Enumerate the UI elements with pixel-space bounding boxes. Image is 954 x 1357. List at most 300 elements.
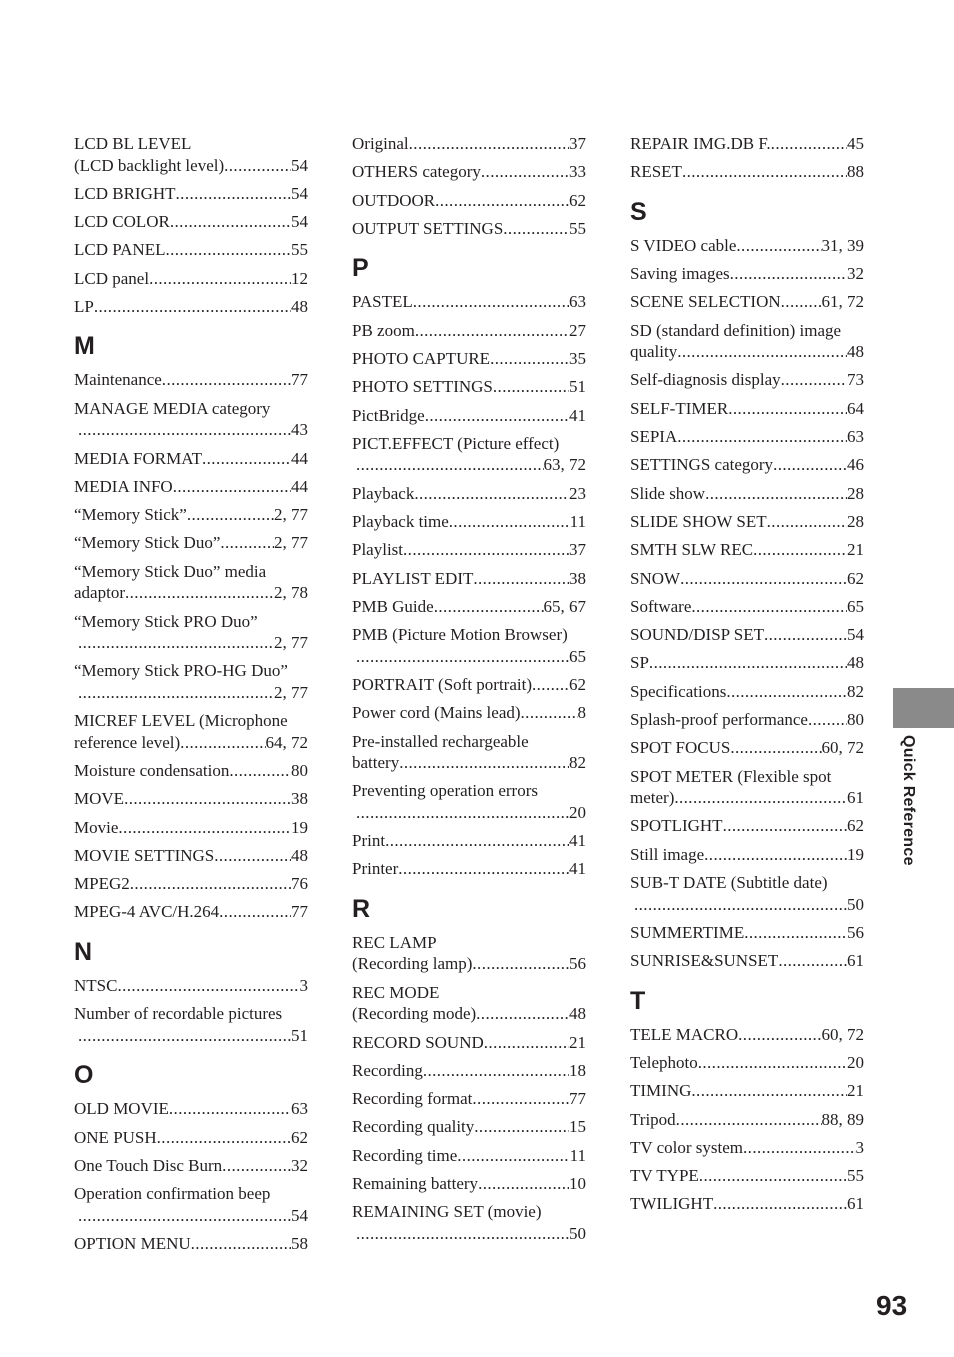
dot-leader	[773, 454, 847, 476]
index-entry	[352, 674, 586, 696]
index-entry-line	[630, 1109, 864, 1131]
index-page-ref: 64, 72	[265, 732, 308, 752]
index-entry	[630, 766, 864, 809]
index-entry	[352, 1201, 586, 1244]
index-entry-label: S VIDEO cable	[630, 235, 737, 255]
index-entry-text: PMB (Picture Motion Browser)	[352, 625, 568, 645]
section-tab-marker	[893, 688, 954, 728]
dot-leader	[771, 133, 847, 155]
index-entry-text: Pre-installed rechargeable	[352, 731, 529, 751]
index-entry-line	[74, 532, 308, 554]
index-entry-label: Recording	[352, 1060, 423, 1080]
index-entry-label: Splash-proof performance	[630, 710, 808, 730]
index-entry-line	[352, 802, 586, 824]
index-page-ref: 62	[291, 1127, 308, 1147]
index-page-ref: 82	[569, 753, 586, 773]
index-entry-label: TWILIGHT	[630, 1194, 714, 1214]
index-entry-text: Preventing operation errors	[352, 781, 538, 801]
index-page-ref: 73	[847, 370, 864, 390]
index-entry	[352, 1145, 586, 1167]
index-entry	[74, 611, 308, 654]
index-entry-label: Software	[630, 596, 692, 616]
dot-leader	[74, 632, 274, 654]
index-entry	[352, 218, 586, 240]
index-entry	[352, 433, 586, 476]
index-entry-label: RECORD SOUND	[352, 1032, 484, 1052]
dot-leader	[532, 674, 569, 696]
index-entry-text: REC LAMP	[352, 932, 437, 952]
index-page-ref: 27	[569, 320, 586, 340]
index-page-ref: 35	[569, 348, 586, 368]
index-entry-line	[352, 218, 586, 240]
index-entry-line	[352, 596, 586, 618]
index-entry-text: “Memory Stick PRO-HG Duo”	[74, 661, 288, 681]
index-entry	[352, 511, 586, 533]
index-entry-line	[630, 787, 864, 809]
index-entry	[352, 1116, 586, 1138]
dot-leader	[682, 161, 847, 183]
index-page-ref: 2, 77	[274, 533, 308, 553]
index-page-ref: 48	[847, 342, 864, 362]
dot-leader	[473, 568, 569, 590]
index-entry	[352, 1088, 586, 1110]
index-entry	[352, 624, 586, 667]
index-entry-label: Telephoto	[630, 1052, 698, 1072]
index-entry-label: ONE PUSH	[74, 1127, 157, 1147]
index-entry	[630, 426, 864, 448]
index-page-ref: 28	[847, 483, 864, 503]
dot-leader	[713, 1193, 847, 1215]
index-entry	[630, 398, 864, 420]
index-entry	[630, 1080, 864, 1102]
index-entry-label: PHOTO CAPTURE	[352, 348, 491, 368]
index-entry-line	[630, 291, 864, 313]
dot-leader	[130, 873, 291, 895]
index-entry-label: reference level)	[74, 732, 181, 752]
dot-leader	[409, 133, 569, 155]
dot-leader	[781, 369, 847, 391]
index-entry-line	[352, 190, 586, 212]
index-entry-label: TELE MACRO	[630, 1024, 739, 1044]
index-page-ref: 43	[291, 420, 308, 440]
index-page-ref: 32	[291, 1155, 308, 1175]
index-entry-line	[74, 732, 308, 754]
index-entry-line	[630, 369, 864, 391]
dot-leader	[743, 1137, 855, 1159]
index-entry	[352, 376, 586, 398]
index-entry-line	[352, 1060, 586, 1082]
index-entry-line	[74, 788, 308, 810]
index-entry-label: Self-diagnosis display	[630, 370, 781, 390]
dot-leader	[753, 539, 847, 561]
index-entry-label: Maintenance	[74, 370, 162, 390]
index-entry-text: PICT.EFFECT (Picture effect)	[352, 433, 560, 453]
index-entry-label: Recording format	[352, 1089, 473, 1109]
index-entry-line	[630, 511, 864, 533]
index-entry-label: Recording quality	[352, 1117, 475, 1137]
index-entry-line	[630, 235, 864, 257]
dot-leader	[423, 1060, 569, 1082]
index-page-ref: 61, 72	[821, 292, 864, 312]
index-page-ref: 46	[847, 455, 864, 475]
index-entry-line	[74, 1205, 308, 1227]
index-page-ref: 82	[847, 681, 864, 701]
dot-leader	[117, 975, 299, 997]
dot-leader	[478, 1173, 569, 1195]
dot-leader	[677, 341, 847, 363]
index-entry-label: quality	[630, 342, 678, 362]
dot-leader	[149, 268, 291, 290]
index-entry	[74, 476, 308, 498]
dot-leader	[214, 845, 291, 867]
dot-leader	[414, 483, 569, 505]
index-entry	[74, 296, 308, 318]
index-page-ref: 37	[569, 134, 586, 153]
dot-leader	[352, 1223, 569, 1245]
index-entry	[630, 1193, 864, 1215]
index-entry	[74, 532, 308, 554]
index-page-ref: 20	[847, 1052, 864, 1072]
dot-leader	[726, 681, 847, 703]
index-page-ref: 3	[855, 1137, 864, 1157]
index-entry-line	[74, 1098, 308, 1120]
index-entry-label: OTHERS category	[352, 162, 481, 182]
index-page-ref: 60, 72	[821, 1024, 864, 1044]
index-column-2	[352, 133, 586, 1251]
dot-leader	[738, 1024, 821, 1046]
index-entry	[352, 133, 586, 155]
index-entry-line	[352, 539, 586, 561]
index-entry-line	[74, 268, 308, 290]
index-entry-label: Playback time	[352, 511, 449, 531]
dot-leader	[434, 596, 544, 618]
index-entry	[630, 922, 864, 944]
index-entry-label: Remaining battery	[352, 1174, 479, 1194]
index-entry-label: SNOW	[630, 568, 681, 588]
index-entry	[352, 1173, 586, 1195]
dot-leader	[202, 448, 291, 470]
index-entry-label: OPTION MENU	[74, 1233, 191, 1253]
index-entry	[352, 596, 586, 618]
dot-leader	[170, 211, 291, 233]
dot-leader	[413, 291, 569, 313]
index-entry	[630, 483, 864, 505]
index-entry-label: SPOT FOCUS	[630, 738, 731, 758]
index-entry-line	[74, 582, 308, 604]
index-page-ref: 55	[291, 240, 308, 260]
index-entry-line	[74, 476, 308, 498]
index-entry-label: MPEG-4 AVC/H.264	[74, 902, 220, 922]
dot-leader	[472, 1088, 569, 1110]
index-entry	[352, 731, 586, 774]
index-entry-label: Playlist	[352, 540, 404, 560]
index-entry-label: LP	[74, 296, 94, 316]
index-entry	[74, 239, 308, 261]
index-letter-heading: T	[630, 986, 646, 1015]
index-entry-text: REMAINING SET (movie)	[352, 1202, 542, 1222]
index-page-ref: 54	[291, 212, 308, 232]
dot-leader	[94, 296, 291, 318]
index-letter-heading: S	[630, 197, 647, 226]
section-tab-label: Quick Reference	[900, 735, 917, 866]
index-entry	[74, 1098, 308, 1120]
index-page-ref: 45	[847, 134, 864, 153]
index-entry	[630, 161, 864, 183]
index-entry-line	[630, 1080, 864, 1102]
index-entry-line	[630, 483, 864, 505]
index-page-ref: 54	[291, 155, 308, 175]
index-page-ref: 62	[847, 568, 864, 588]
index-entry-label: Power cord (Mains lead)	[352, 703, 521, 723]
index-page-ref: 63	[569, 292, 586, 312]
index-entry-line	[352, 483, 586, 505]
dot-leader	[674, 787, 847, 809]
dot-leader	[521, 702, 578, 724]
index-entry-line	[630, 681, 864, 703]
index-entry-line	[352, 511, 586, 533]
index-page-ref: 63, 72	[543, 455, 586, 475]
dot-leader	[187, 504, 274, 526]
dot-leader	[157, 1127, 291, 1149]
index-page-ref: 2, 77	[274, 505, 308, 525]
index-page-ref: 37	[569, 540, 586, 560]
index-entry	[352, 568, 586, 590]
index-entry	[630, 872, 864, 915]
index-page-ref: 48	[847, 653, 864, 673]
index-entry-line	[630, 709, 864, 731]
index-entry	[630, 624, 864, 646]
dot-leader	[74, 419, 291, 441]
index-page-ref: 2, 77	[274, 633, 308, 653]
index-entry	[74, 1233, 308, 1255]
index-entry	[352, 1032, 586, 1054]
index-page-ref: 65	[569, 646, 586, 666]
index-entry	[352, 539, 586, 561]
index-entry-line	[352, 161, 586, 183]
dot-leader	[403, 539, 569, 561]
index-page-ref: 62	[847, 816, 864, 836]
index-entry-line	[630, 624, 864, 646]
index-entry-line	[630, 1165, 864, 1187]
index-entry-label: Original	[352, 134, 409, 153]
index-entry-label: SP	[630, 653, 649, 673]
index-entry-label: Movie	[74, 817, 119, 837]
index-entry-line	[630, 1193, 864, 1215]
index-entry	[630, 320, 864, 363]
index-entry-label: MPEG2	[74, 874, 130, 894]
dot-leader	[169, 1098, 291, 1120]
index-entry-line	[352, 568, 586, 590]
index-page-ref: 51	[291, 1025, 308, 1045]
index-entry	[630, 950, 864, 972]
index-page-ref: 20	[569, 802, 586, 822]
index-entry	[74, 1127, 308, 1149]
index-entry-label: LCD PANEL	[74, 240, 166, 260]
dot-leader	[219, 901, 291, 923]
index-entry-label: SOUND/DISP SET	[630, 625, 764, 645]
index-entry-label: Playback	[352, 483, 415, 503]
index-entry-label: “Memory Stick Duo”	[74, 533, 221, 553]
dot-leader	[74, 682, 274, 704]
index-entry-text: LCD BL LEVEL	[74, 134, 192, 153]
index-entry-line	[74, 1233, 308, 1255]
index-entry	[352, 780, 586, 823]
index-entry-line	[630, 398, 864, 420]
index-entry	[630, 1109, 864, 1131]
index-entry	[630, 539, 864, 561]
dot-leader	[352, 802, 569, 824]
index-entry-line	[352, 646, 586, 668]
index-entry	[74, 504, 308, 526]
dot-leader	[472, 953, 569, 975]
index-page-ref: 11	[569, 1145, 586, 1165]
index-page-ref: 54	[847, 625, 864, 645]
index-entry-label: SMTH SLW REC	[630, 540, 754, 560]
index-entry-text: REC MODE	[352, 982, 440, 1002]
index-entry	[74, 975, 308, 997]
index-page-ref: 77	[569, 1089, 586, 1109]
index-page-ref: 48	[291, 845, 308, 865]
index-entry	[630, 681, 864, 703]
index-entry-text: Operation confirmation beep	[74, 1184, 271, 1204]
index-entry-label: PB zoom	[352, 320, 415, 340]
index-entry	[630, 369, 864, 391]
index-entry	[630, 511, 864, 533]
index-entry-label: Recording time	[352, 1145, 458, 1165]
index-page-ref: 15	[569, 1117, 586, 1137]
index-entry-label: Print	[352, 831, 386, 851]
index-entry-text: SPOT METER (Flexible spot	[630, 766, 832, 786]
index-entry-line	[352, 454, 586, 476]
index-entry-line	[630, 568, 864, 590]
index-page-ref: 38	[291, 789, 308, 809]
index-entry-line	[630, 539, 864, 561]
index-entry	[630, 133, 864, 155]
index-entry-line	[630, 454, 864, 476]
index-entry	[74, 1003, 308, 1046]
index-entry-line	[352, 674, 586, 696]
dot-leader	[74, 1205, 291, 1227]
dot-leader	[649, 652, 847, 674]
index-entry-label: PHOTO SETTINGS	[352, 377, 493, 397]
index-entry-label: “Memory Stick”	[74, 505, 187, 525]
index-entry	[74, 369, 308, 391]
dot-leader	[118, 817, 291, 839]
index-entry	[352, 858, 586, 880]
index-entry-label: SCENE SELECTION	[630, 292, 781, 312]
index-entry-label: PASTEL	[352, 292, 413, 312]
index-page-ref: 88	[847, 162, 864, 182]
index-entry	[74, 211, 308, 233]
dot-leader	[220, 532, 274, 554]
dot-leader	[728, 398, 847, 420]
index-entry-label: SELF-TIMER	[630, 398, 729, 418]
index-page-ref: 65, 67	[543, 596, 586, 616]
index-entry-line	[630, 737, 864, 759]
index-entry-label: (Recording lamp)	[352, 954, 473, 974]
index-entry-line	[352, 1145, 586, 1167]
dot-leader	[222, 1155, 291, 1177]
dot-leader	[176, 183, 291, 205]
index-entry-line	[352, 291, 586, 313]
index-entry-line	[352, 858, 586, 880]
index-page-ref: 23	[569, 483, 586, 503]
index-page-ref: 10	[569, 1174, 586, 1194]
index-page-ref: 28	[847, 511, 864, 531]
index-entry	[74, 398, 308, 441]
index-page-ref: 56	[569, 954, 586, 974]
index-entry-line	[352, 702, 586, 724]
index-page-ref: 18	[569, 1060, 586, 1080]
index-entry-label: PMB Guide	[352, 596, 434, 616]
index-entry-line	[74, 901, 308, 923]
index-entry	[352, 483, 586, 505]
index-entry	[74, 448, 308, 470]
index-entry	[352, 190, 586, 212]
index-entry	[74, 817, 308, 839]
dot-leader	[730, 263, 847, 285]
index-entry-label: PLAYLIST EDIT	[352, 568, 474, 588]
index-entry-line	[352, 1003, 586, 1025]
index-page-ref: 21	[569, 1032, 586, 1052]
dot-leader	[705, 483, 847, 505]
index-page-ref: 41	[569, 405, 586, 425]
index-entry-line	[630, 133, 864, 155]
dot-leader	[691, 596, 847, 618]
index-entry-line	[352, 1116, 586, 1138]
index-entry	[630, 291, 864, 313]
index-page-ref: 88, 89	[821, 1109, 864, 1129]
index-entry-line	[74, 845, 308, 867]
index-entry-line	[74, 419, 308, 441]
index-entry-label: Still image	[630, 844, 705, 864]
index-entry-label: SUMMERTIME	[630, 922, 745, 942]
index-entry-line	[352, 1032, 586, 1054]
dot-leader	[493, 376, 569, 398]
index-page-ref: 32	[847, 264, 864, 284]
index-entry	[352, 982, 586, 1025]
dot-leader	[191, 1233, 291, 1255]
index-entry-label: Printer	[352, 859, 399, 879]
index-page-ref: 55	[847, 1166, 864, 1186]
dot-leader	[490, 348, 569, 370]
index-entry-line	[74, 760, 308, 782]
index-entry-line	[74, 873, 308, 895]
index-entry	[630, 1052, 864, 1074]
index-entry-label: MOVE	[74, 789, 125, 809]
index-page-ref: 11	[569, 511, 586, 531]
index-entry-line	[352, 752, 586, 774]
dot-leader	[808, 709, 847, 731]
index-page-ref: 19	[291, 817, 308, 837]
index-page-ref: 54	[291, 183, 308, 203]
index-page-ref: 44	[291, 476, 308, 496]
index-entry-text: MANAGE MEDIA category	[74, 398, 271, 418]
index-entry	[630, 652, 864, 674]
index-entry-line	[352, 1173, 586, 1195]
dot-leader	[385, 830, 569, 852]
index-entry-label: MEDIA FORMAT	[74, 448, 202, 468]
dot-leader	[677, 426, 847, 448]
index-page-ref: 2, 78	[274, 583, 308, 603]
index-page-ref: 31, 39	[821, 235, 864, 255]
index-entry-line	[630, 263, 864, 285]
index-entry	[630, 596, 864, 618]
index-entry	[630, 709, 864, 731]
index-entry-text: “Memory Stick PRO Duo”	[74, 611, 258, 631]
index-letter-heading: P	[352, 254, 369, 283]
index-page-ref: 44	[291, 448, 308, 468]
